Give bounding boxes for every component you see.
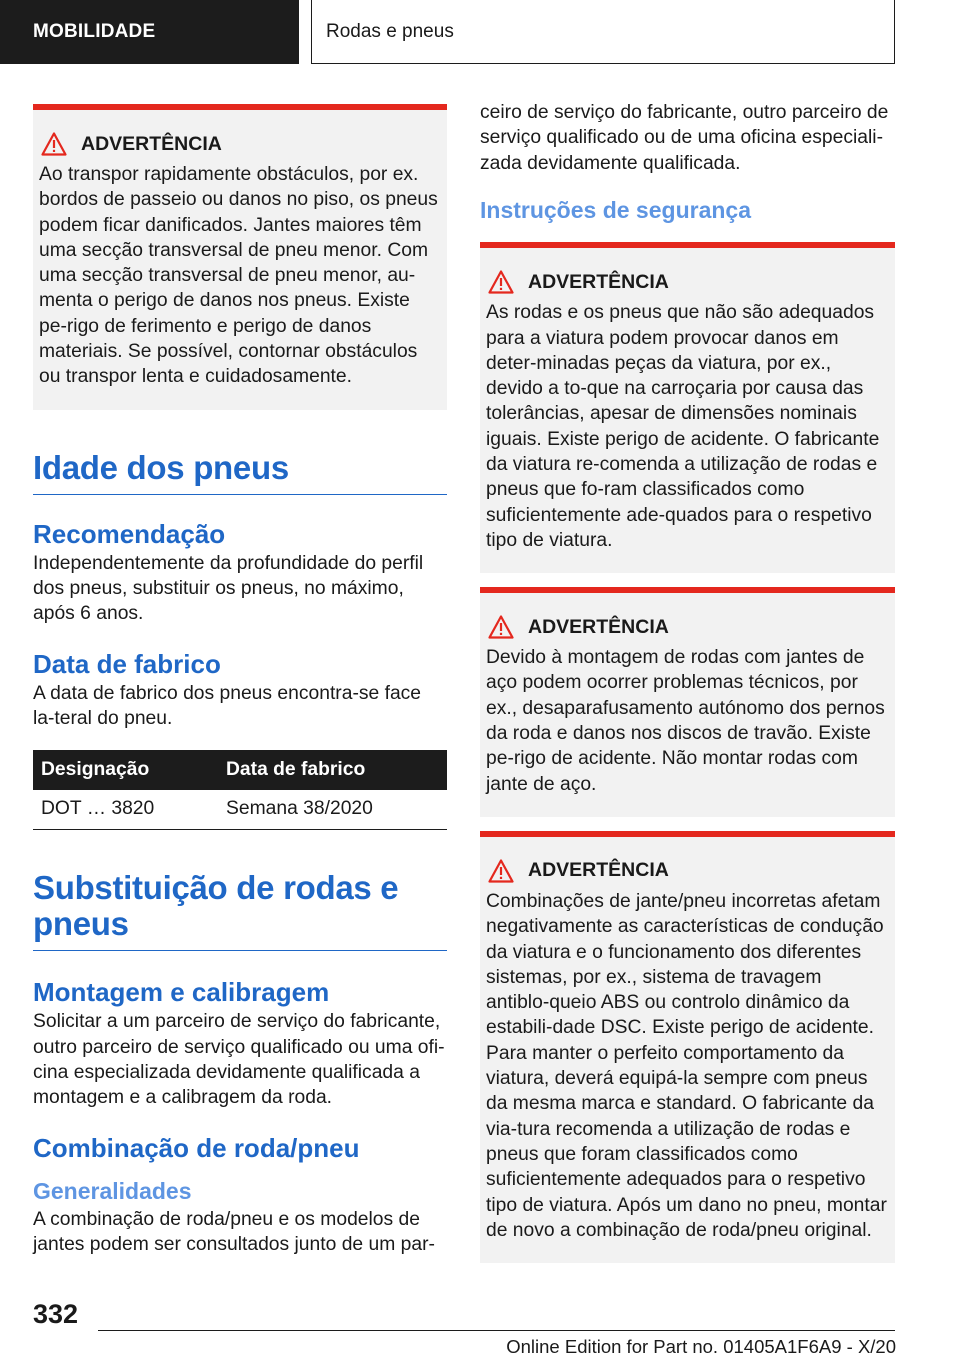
table-cell: DOT … 3820 — [33, 790, 218, 830]
warning-icon — [488, 270, 514, 294]
table-row — [33, 790, 447, 830]
heading-substituicao: Substituição de rodas e pneus — [33, 870, 447, 951]
paragraph-montagem: Solicitar a um parceiro de serviço do fabricante, outro parceiro de serviço qualificado ou uma ofi-cina especializada devidamente qualificada a montagem e a calibragem da roda. — [33, 1011, 445, 1109]
warning-text: As rodas e os pneus que não são adequados para a viatura podem provocar danos em deter-minadas peças da viatura, por ex., devido a to-que na carroçaria por causa das tolerâncias, apesar de dimensões nominais iguais. Existe perigo de acidente. O fabricante da viatura re-comenda a utilização de rodas e pneus que fo-ram classificados como suficientemente ade-quados para o respetivo tipo de viatura. — [486, 302, 880, 551]
warning-title: ADVERTÊNCIA — [528, 859, 669, 882]
heading-idade-dos-pneus: Idade dos pneus — [33, 450, 447, 495]
warning-box — [480, 831, 895, 1263]
warning-text: Devido à montagem de rodas com jantes de aço podem ocorrer problemas técnicos, por ex., desaparafusamento autónomo dos pernos da roda e danos nos discos de travão. Existe pe-rigo de acidente. Não montar rodas com jante de aço. — [486, 647, 885, 795]
warning-box — [480, 587, 895, 817]
warning-title: ADVERTÊNCIA — [528, 615, 669, 638]
paragraph-continuation: ceiro de serviço do fabricante, outro parceiro de serviço qualificado ou de uma oficina especiali-zada devidamente qualificada. — [480, 102, 889, 174]
warning-text: Ao transpor rapidamente obstáculos, por ex. bordos de passeio ou danos no piso, os pneus podem ficar danificados. Jantes maiores têm uma secção transversal de pneu menor. Com uma secção transversal de pneu menor, au-menta o perigo de danos nos pneus. Existe pe-rigo de ferimento e perigo de danos materiais. Se possível, contornar obstáculos ou transpor lenta e cuidadosamente. — [39, 164, 438, 388]
chapter-title: Rodas e pneus — [311, 0, 895, 64]
warning-text: Combinações de jante/pneu incorretas afetam negativamente as características de condução da viatura e o funcionamento dos diferentes sistemas, por ex., sistema de travagem antiblo-queio ABS ou controlo dinâmico da estabili-dade DSC. Existe perigo de acidente. Para manter o perfeito comportamento da viatura, deverá equipá-la sempre com pneus da mesma marca e standard. O fabricante da via-tura recomenda a utilização de rodas e pneus que foram classificados como suficientemente adequados para o respetivo tipo de viatura. Após um dano no pneu, montar de novo a combinação de roda/pneu original. — [486, 890, 887, 1241]
warning-icon — [41, 132, 67, 156]
heading-recomendacao: Recomendação — [33, 518, 226, 549]
paragraph-recomendacao: Independentemente da profundidade do perfil dos pneus, substituir os pneus, no máximo, após 6 anos. — [33, 552, 424, 625]
heading-instrucoes-de-seguranca: Instruções de segurança — [480, 197, 751, 224]
footer-divider — [98, 1330, 895, 1331]
manufacture-date-table — [33, 750, 447, 831]
page-number: 332 — [33, 1299, 79, 1329]
warning-icon — [488, 859, 514, 883]
paragraph-data-de-fabrico: A data de fabrico dos pneus encontra-se face la-teral do pneu. — [33, 682, 422, 730]
table-cell: Semana 38/2020 — [218, 790, 447, 830]
heading-montagem: Montagem e calibragem — [33, 977, 330, 1008]
heading-combinacao: Combinação de roda/pneu — [33, 1132, 360, 1163]
warning-box — [33, 104, 447, 410]
warning-title: ADVERTÊNCIA — [81, 132, 222, 155]
table-header-data: Data de fabrico — [218, 750, 447, 790]
right-column — [480, 100, 895, 1263]
footer-edition: Online Edition for Part no. 01405A1F6A9 - X/20 — [506, 1336, 896, 1357]
table-header-designacao: Designação — [33, 750, 218, 790]
warning-icon — [488, 615, 514, 639]
warning-title: ADVERTÊNCIA — [528, 270, 669, 293]
heading-generalidades: Generalidades — [33, 1177, 192, 1204]
heading-data-de-fabrico: Data de fabrico — [33, 648, 221, 679]
section-tab: MOBILIDADE — [0, 0, 299, 64]
warning-box — [480, 242, 895, 573]
paragraph-generalidades: A combinação de roda/pneu e os modelos de jantes podem ser consultados junto de um par- — [33, 1208, 435, 1256]
left-column — [33, 104, 447, 1258]
